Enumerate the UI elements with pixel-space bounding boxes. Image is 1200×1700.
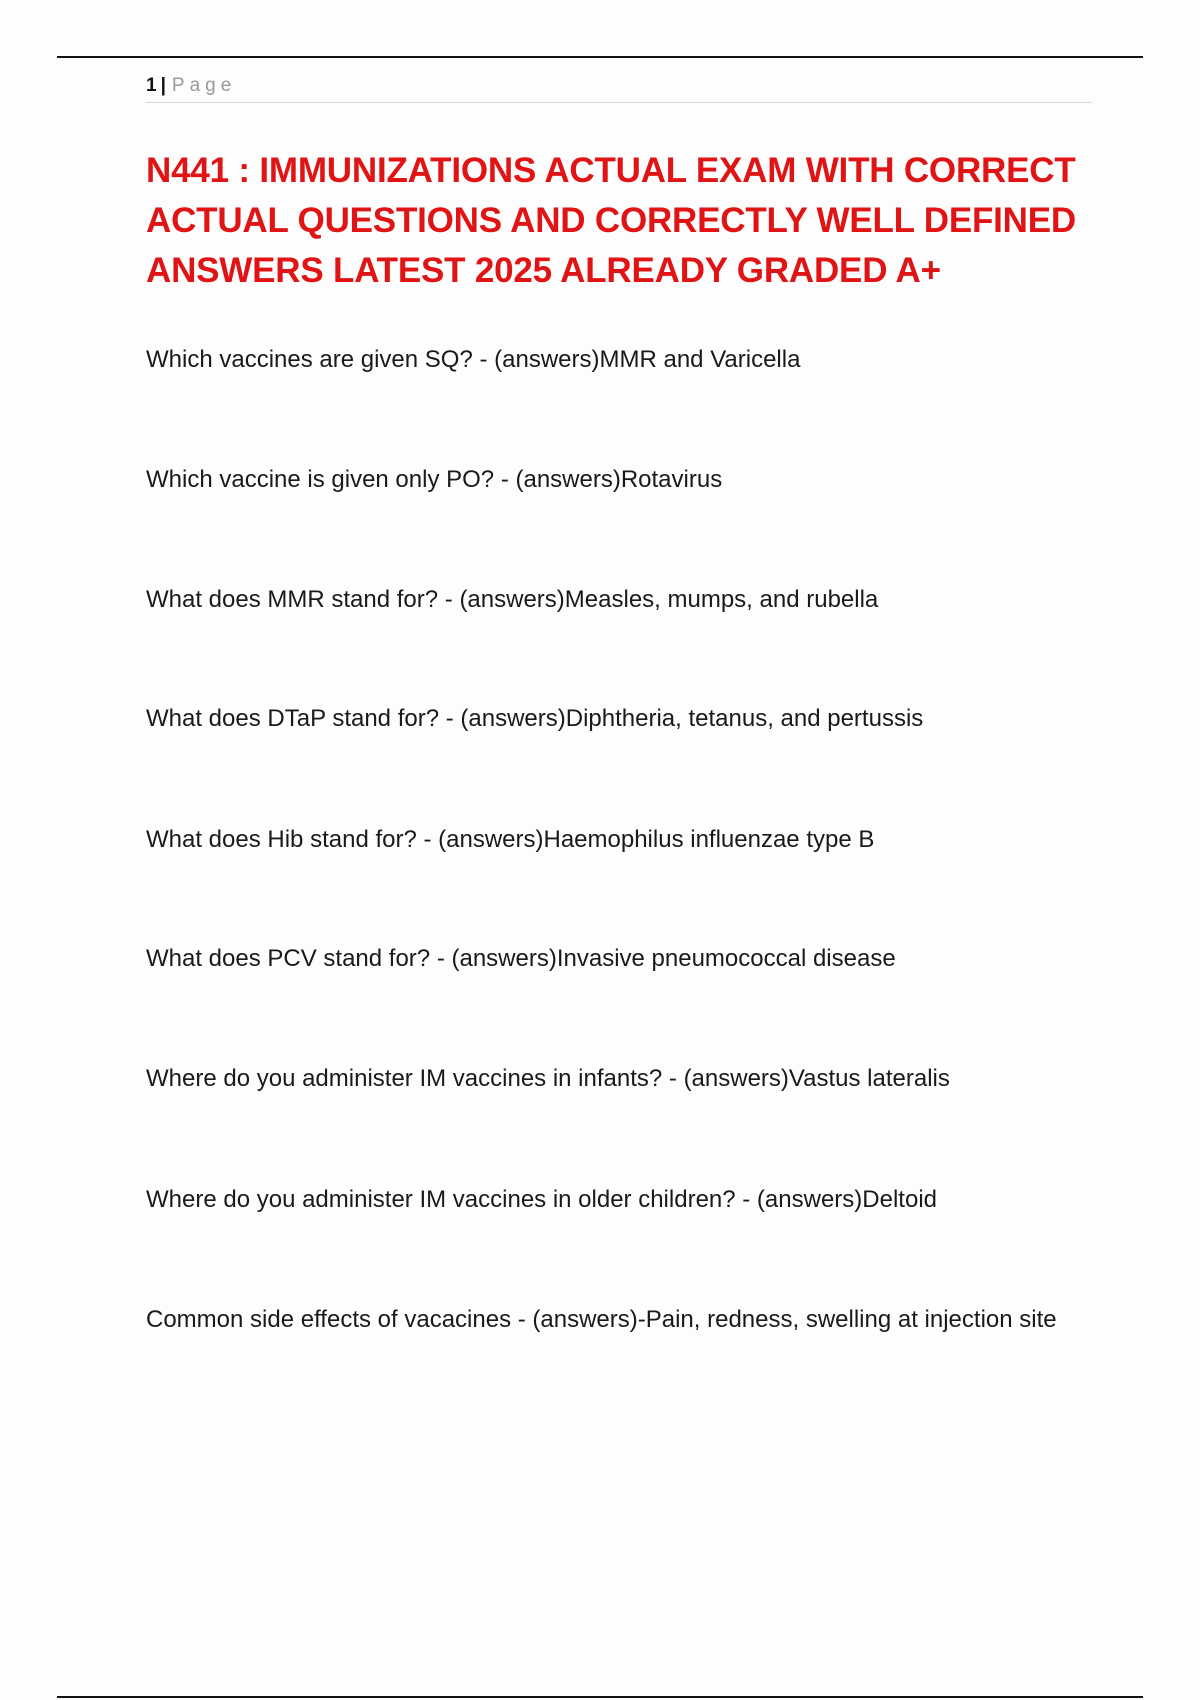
qa-item: What does DTaP stand for? - (answers)Diphtheria, tetanus, and pertussis bbox=[146, 705, 924, 732]
document-title: N441 : IMMUNIZATIONS ACTUAL EXAM WITH CORRECT ACTUAL QUESTIONS AND CORRECTLY WELL DEFINED ANSWERS LATEST 2025 ALREADY GRADED A+ bbox=[146, 151, 1076, 290]
page-number: 1 bbox=[146, 75, 157, 96]
qa-item: Common side effects of vacacines - (answers)-Pain, redness, swelling at injection site bbox=[146, 1306, 1057, 1333]
qa-item: Which vaccines are given SQ? - (answers)MMR and Varicella bbox=[146, 346, 801, 373]
qa-item: Which vaccine is given only PO? - (answers)Rotavirus bbox=[146, 466, 723, 493]
page-separator: | bbox=[160, 75, 166, 96]
qa-item: What does Hib stand for? - (answers)Haemophilus influenzae type B bbox=[146, 826, 875, 853]
qa-item: Where do you administer IM vaccines in infants? - (answers)Vastus lateralis bbox=[146, 1065, 950, 1092]
page-label: Page bbox=[171, 75, 237, 96]
qa-item: What does PCV stand for? - (answers)Invasive pneumococcal disease bbox=[146, 945, 896, 972]
qa-item: Where do you administer IM vaccines in older children? - (answers)Deltoid bbox=[146, 1186, 937, 1213]
bottom-rule bbox=[57, 1696, 1143, 1698]
qa-item: What does MMR stand for? - (answers)Measles, mumps, and rubella bbox=[146, 586, 879, 613]
page-header bbox=[146, 74, 1092, 103]
top-rule bbox=[57, 56, 1143, 58]
